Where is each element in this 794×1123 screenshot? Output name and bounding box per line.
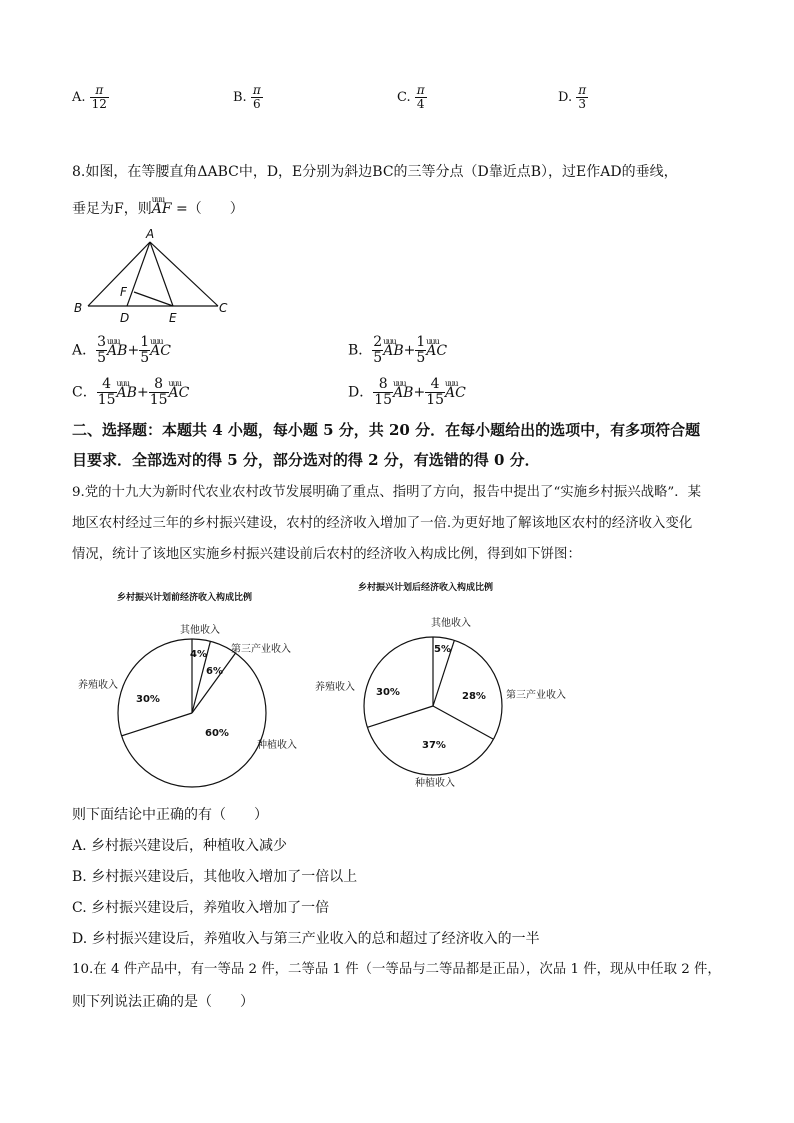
q8-option-c: C． $\frac{4}{15}$ uuu AB+ $\frac{8}{15}$ uuu AC	[72, 377, 189, 408]
label-a: A	[146, 227, 155, 241]
q8-option-a: A． $\frac{3}{5}$ uuu AB+ $\frac{1}{5}$ uuu AC	[72, 335, 171, 366]
pie-before	[118, 639, 266, 787]
label-d: D	[120, 311, 130, 325]
label-f: F	[120, 285, 127, 299]
q9-stem-line2: 地区农村经过三年的乡村振兴建设，农村的经济收入增加了一倍.为更好地了解该地区农村的经济收入变化	[72, 516, 693, 531]
segment-ae	[150, 242, 173, 306]
q8-option-d: D． $\frac{8}{15}$ uuu AB+ $\frac{4}{15}$ uuu AC	[348, 377, 466, 408]
q9-option-c: C. 乡村振兴建设后，养殖收入增加了一倍	[72, 900, 330, 916]
q7-option-c: C. $\frac{\pi}{4}$	[397, 83, 425, 111]
q8-option-b: B． $\frac{2}{5}$ uuu AB+ $\frac{1}{5}$ uuu AC	[348, 335, 447, 366]
q9-question: 则下面结论中正确的有（ ）	[72, 807, 268, 823]
pie2-value-tertiary: 28%	[462, 691, 486, 702]
q10-stem-line2: 则下列说法正确的是（ ）	[72, 994, 254, 1010]
pie2-label-tertiary: 第三产业收入	[506, 690, 566, 701]
section-heading-line1: 二、选择题：本题共 4 小题，每小题 5 分，共 20 分．在每小题给出的选项中，有多项符合题	[72, 421, 701, 439]
q10-stem-line1: 10.在 4 件产品中，有一等品 2 件，二等品 1 件（一等品与二等品都是正品），次品 1 件，现从中任取 2 件，	[72, 962, 721, 977]
pie2-label-breeding: 养殖收入	[315, 682, 355, 693]
pie1-value-other: 4%	[190, 649, 207, 660]
pie1-label-breeding: 养殖收入	[78, 680, 118, 691]
q8-vector-af: uuu AF	[152, 200, 172, 218]
pie2-label-planting: 种植收入	[415, 778, 455, 789]
q9-stem-line1: 9.党的十九大为新时代农业农村改节发展明确了重点、指明了方向，报告中提出了“实施乡村振兴战略”．某	[72, 485, 702, 500]
q8-stem-line1: 8.如图，在等腰直角ΔABC中，D，E分别为斜边BC的三等分点（D靠近点B），过E作AD的垂线，	[72, 164, 678, 180]
pie2-value-other: 5%	[434, 644, 451, 655]
pie1-value-tertiary: 6%	[206, 666, 223, 677]
label-b: B	[74, 301, 83, 315]
pie1-title: 乡村振兴计划前经济收入构成比例	[117, 593, 253, 603]
q9-option-b: B. 乡村振兴建设后，其他收入增加了一倍以上	[72, 869, 358, 885]
pie2-title: 乡村振兴计划后经济收入构成比例	[358, 583, 494, 593]
section-heading-line2: 目要求．全部选对的得 5 分，部分选对的得 2 分，有选错的得 0 分．	[72, 451, 540, 469]
q7-option-d: D. $\frac{\pi}{3}$	[558, 83, 587, 111]
pie2-value-planting: 37%	[422, 740, 446, 751]
pie1-label-planting: 种植收入	[257, 740, 297, 751]
pie2-value-breeding: 30%	[376, 687, 400, 698]
label-c: C	[219, 301, 228, 315]
q8-stem-line2: 垂足为F，则uuu AF =（ ）	[72, 200, 244, 218]
pie1-label-other: 其他收入	[180, 625, 220, 636]
side-ab	[88, 242, 150, 306]
pie1-value-breeding: 30%	[136, 694, 160, 705]
pie-after	[364, 637, 502, 775]
pie1-label-tertiary: 第三产业收入	[231, 644, 291, 655]
q9-option-a: A. 乡村振兴建设后，种植收入减少	[72, 838, 288, 854]
q7-option-b: B. $\frac{\pi}{6}$	[233, 83, 261, 111]
triangle-figure	[70, 226, 240, 326]
pie-charts	[60, 572, 620, 796]
q9-option-d: D. 乡村振兴建设后，养殖收入与第三产业收入的总和超过了经济收入的一半	[72, 931, 540, 947]
side-ac	[150, 242, 218, 306]
q9-stem-line3: 情况，统计了该地区实施乡村振兴建设前后农村的经济收入构成比例，得到如下饼图：	[72, 547, 581, 562]
pie1-value-planting: 60%	[205, 728, 229, 739]
q7-option-a: A. $\frac{\pi}{12}$	[72, 83, 107, 111]
label-e: E	[169, 311, 177, 325]
segment-ef	[134, 292, 173, 306]
pie2-label-other: 其他收入	[431, 618, 471, 629]
